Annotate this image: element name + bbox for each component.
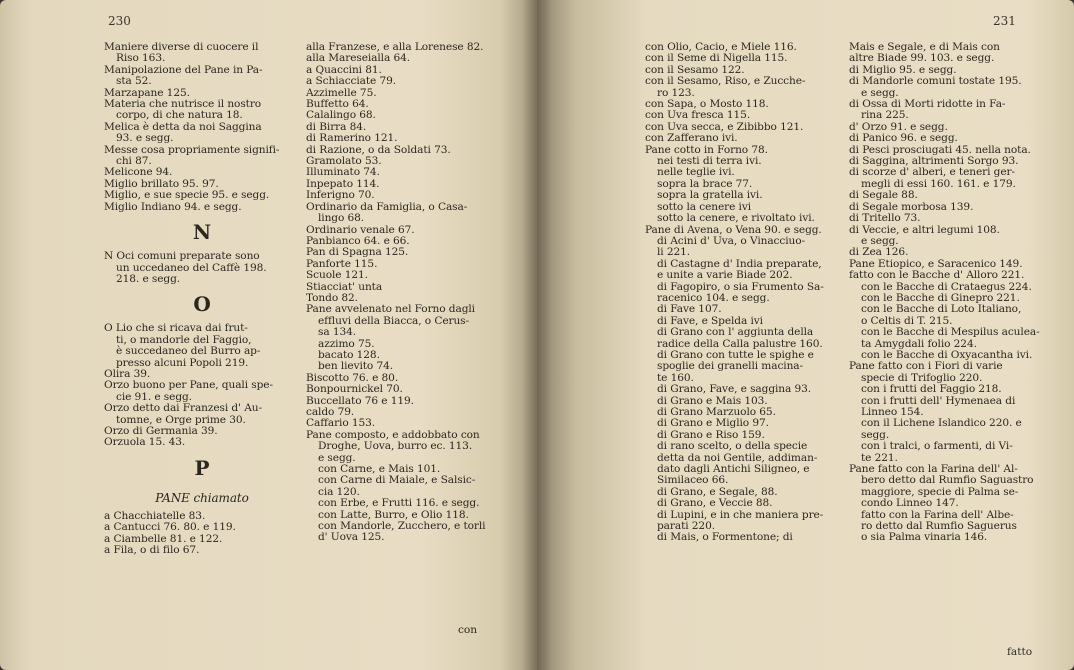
index-entry: Caffario 153. (306, 417, 376, 430)
index-entry: Miglio Indiano 94. e segg. (104, 200, 242, 213)
index-entry: segg. (861, 428, 890, 441)
index-entry: di Birra 84. (306, 120, 367, 133)
index-entry: te 160. (657, 371, 694, 384)
index-entry: di Fave 107. (657, 303, 722, 316)
index-entry: con Carne di Maiale, e Salsic- (318, 474, 476, 487)
index-entry: a Chacchiatelle 83. (104, 509, 206, 522)
index-entry: Miglio brillato 95. 97. (104, 177, 219, 190)
index-entry: di Acini d' Uva, o Vinacciuo- (657, 234, 805, 247)
left-catchword: con (458, 624, 478, 636)
index-entry: Pane cotto in Forno 78. (645, 143, 768, 156)
index-entry: N Oci comuni preparate sono (104, 250, 260, 263)
index-entry: di Tritello 73. (849, 212, 921, 225)
index-entry: Panbianco 64. e 66. (306, 234, 410, 247)
index-entry: detta da noi Gentile, addiman- (657, 451, 818, 464)
index-entry: Olira 39. (104, 367, 151, 380)
index-entry: maggiore, specie di Palma se- (861, 485, 1019, 498)
index-entry: sotto la cenere ivi (657, 200, 752, 213)
index-entry: di Grano, e Veccie 88. (657, 497, 773, 510)
index-entry: Melicone 94. (104, 166, 173, 179)
index-entry: 93. e segg. (116, 132, 174, 145)
index-entry: ta Amygdali folio 224. (861, 337, 977, 350)
index-entry: Linneo 154. (861, 406, 924, 418)
index-entry: Melica è detta da noi Saggina (104, 120, 262, 133)
index-entry: corpo, di che natura 18. (116, 109, 243, 122)
index-entry: fatto con le Bacche d' Alloro 221. (849, 269, 1025, 282)
index-entry: con i tralci, o farmenti, di Vi- (861, 440, 1013, 453)
index-entry: Pane fatto con la Farina dell' Al- (849, 463, 1018, 476)
index-entry: con le Bacche di Ginepro 221. (861, 291, 1020, 304)
index-entry: sta 52. (116, 75, 152, 88)
left-page-column-2 (306, 42, 502, 544)
index-entry: effluvi della Biacca, o Cerus- (318, 314, 470, 327)
index-entry: con le Bacche di Mespilus aculea- (861, 326, 1040, 339)
section-letter: N (192, 220, 212, 245)
index-entry: di Veccie, e altri legumi 108. (849, 223, 1000, 236)
index-entry: bacato 128. (318, 348, 380, 361)
index-entry: Orzuola 15. 43. (104, 436, 186, 449)
index-entry: Pane avvelenato nel Forno dagli (306, 303, 475, 316)
index-entry: ro detto dal Rumfio Saguerus (861, 520, 1017, 533)
left-page-number: 230 (108, 14, 131, 28)
index-entry: specie di Trifoglio 220. (861, 371, 983, 384)
index-entry: Gramolato 53. (306, 155, 382, 168)
index-entry: Ordinario da Famiglia, o Casa- (306, 200, 468, 213)
index-entry: con il Seme di Nigella 115. (645, 52, 788, 65)
index-entry: Miglio, e sue specie 95. e segg. (104, 189, 270, 202)
index-entry: di Mais, o Formentone; di (657, 531, 793, 544)
index-entry: sa 134. (318, 326, 357, 339)
index-entry: chi 87. (116, 155, 152, 168)
index-entry: di Zea 126. (849, 246, 909, 259)
index-entry: di Grano, e Segale, 88. (657, 485, 778, 498)
index-entry: Pane di Avena, o Vena 90. e segg. (645, 223, 822, 236)
right-page (537, 0, 1074, 670)
index-entry: Inpepato 114. (306, 177, 380, 190)
index-entry: di Grano e Miglio 97. (657, 417, 769, 430)
index-entry: cie 91. e segg. (116, 390, 192, 403)
index-entry: O Lio che si ricava dai frut- (104, 322, 248, 335)
index-entry: li 221. (657, 246, 691, 259)
index-entry: ben lievito 74. (318, 360, 394, 373)
index-entry: bero detto dal Rumfio Saguastro (861, 474, 1034, 487)
index-entry: con i frutti del Faggio 218. (861, 383, 1002, 396)
index-entry: megli di essi 160. 161. e 179. (861, 177, 1016, 190)
index-entry: dato dagli Antichi Siligneo, e (657, 463, 810, 476)
index-entry: di Saggina, altrimenti Sorgo 93. (849, 155, 1019, 168)
index-entry: azzimo 75. (318, 337, 375, 350)
index-entry: e unite a varie Biade 202. (657, 269, 793, 282)
index-entry: altre Biade 99. 103. e segg. (849, 52, 995, 65)
index-entry: e segg. (318, 451, 356, 464)
section-letter: O (193, 292, 211, 317)
index-entry: Buccellato 76 e 119. (306, 394, 414, 407)
index-entry: di Grano Marzuolo 65. (657, 406, 776, 418)
index-entry: Bonpournickel 70. (306, 383, 403, 396)
index-entry: fatto con la Farina dell' Albe- (861, 508, 1014, 521)
index-entry: Manipolazione del Pane in Pa- (104, 63, 263, 76)
index-entry: radice della Calla palustre 160. (657, 337, 823, 350)
index-entry: Similaceo 66. (657, 474, 729, 487)
index-entry: con il Lichene Islandico 220. e (861, 417, 1022, 430)
index-entry: con i frutti dell' Hymenaea di (861, 394, 1016, 407)
index-entry: e segg. (861, 86, 899, 99)
index-entry: cia 120. (318, 485, 360, 498)
index-entry: Riso 163. (116, 52, 166, 65)
index-entry: Pane Etiopico, e Saracenico 149. (849, 257, 1023, 270)
index-entry: nei testi di terra ivi. (657, 155, 762, 168)
index-entry: nelle teglie ivi. (657, 166, 735, 179)
index-entry: tomne, e Orge prime 30. (116, 413, 246, 426)
index-entry: a Cantucci 76. 80. e 119. (104, 521, 236, 534)
right-page-column-2 (849, 42, 1049, 544)
index-entry: sopra la brace 77. (657, 177, 753, 190)
book-gutter (522, 0, 552, 670)
index-entry: di rano scelto, o della specie (657, 440, 808, 453)
index-entry: d' Uova 125. (318, 531, 385, 544)
index-entry: con Erbe, e Frutti 116. e segg. (318, 497, 480, 510)
index-entry: sopra la gratella ivi. (657, 189, 763, 202)
index-entry: Orzo detto dai Franzesi d' Au- (104, 402, 262, 415)
index-entry: Pane composto, e addobbato con (306, 428, 480, 441)
index-entry: di Pesci prosciugati 45. nella nota. (849, 143, 1031, 156)
right-catchword: fatto (1007, 646, 1033, 658)
index-entry: di Miglio 95. e segg. (849, 63, 957, 76)
index-entry: alla Franzese, e alla Lorenese 82. (306, 41, 484, 53)
index-entry: presso alcuni Popoli 219. (116, 356, 249, 369)
index-entry: Messe cosa propriamente signifi- (104, 143, 280, 156)
index-entry: di Segale morbosa 139. (849, 200, 974, 213)
index-entry: di Fagopiro, o sia Frumento Sa- (657, 280, 824, 293)
index-entry: di Grano con l' aggiunta della (657, 326, 814, 339)
index-entry: a Ciambelle 81. e 122. (104, 532, 223, 545)
index-entry: Orzo buono per Pane, quali spe- (104, 379, 273, 392)
index-entry: a Quaccini 81. (306, 63, 382, 76)
index-entry: di Lupini, e in che maniera pre- (657, 508, 824, 521)
index-entry: con Mandorle, Zucchero, e torli (318, 520, 486, 533)
index-entry: di Grano e Mais 103. (657, 394, 768, 407)
index-entry: con il Sesamo, Riso, e Zucche- (645, 75, 806, 88)
index-entry: e segg. (861, 234, 899, 247)
index-entry: con le Bacche di Loto Italiano, (861, 303, 1022, 316)
index-entry: Biscotto 76. e 80. (306, 371, 399, 384)
index-entry: caldo 79. (306, 406, 355, 418)
index-entry: con le Bacche di Oxyacantha ivi. (861, 348, 1033, 361)
index-entry: con Uva secca, e Zibibbo 121. (645, 120, 804, 133)
index-entry: di Ramerino 121. (306, 132, 398, 145)
index-entry: ti, o mandorle del Faggio, (116, 333, 252, 346)
index-entry: ro 123. (657, 86, 695, 99)
index-entry: Panforte 115. (306, 257, 378, 270)
index-entry: con Carne, e Mais 101. (318, 463, 441, 476)
index-entry: Ordinario venale 67. (306, 223, 415, 236)
index-entry: di Segale 88. (849, 189, 918, 202)
index-entry: di Castagne d' India preparate, (657, 257, 822, 270)
index-entry: di scorze d' alberi, e teneri ger- (849, 166, 1015, 179)
index-entry: Pan di Spagna 125. (306, 246, 409, 259)
index-entry: d' Orzo 91. e segg. (849, 120, 948, 133)
index-entry: di Razione, o da Soldati 73. (306, 143, 451, 156)
index-entry: con le Bacche di Crataegus 224. (861, 280, 1032, 293)
index-entry: di Fave, e Spelda ivi (657, 314, 763, 327)
index-entry: Marzapane 125. (104, 86, 190, 99)
index-entry: Calalingo 68. (306, 109, 376, 122)
index-entry: Materia che nutrisce il nostro (104, 98, 262, 111)
index-entry: Tondo 82. (306, 291, 358, 304)
index-entry: Pane fatto con i Fiori di varie (849, 360, 1003, 373)
index-entry: Mais e Segale, e di Mais con (849, 41, 1000, 53)
index-entry: con Olio, Cacio, e Miele 116. (645, 41, 797, 53)
index-entry: o Celtis di T. 215. (861, 314, 953, 327)
index-entry: sotto la cenere, e rivoltato ivi. (657, 212, 815, 225)
index-entry: è succedaneo del Burro ap- (116, 345, 261, 358)
index-entry: lingo 68. (318, 212, 365, 225)
index-entry: con Sapa, o Mosto 118. (645, 98, 769, 111)
index-entry: Maniere diverse di cuocere il (104, 41, 259, 53)
index-entry: a Schiacciate 79. (306, 75, 397, 88)
index-entry: Buffetto 64. (306, 98, 369, 111)
index-entry: con Zafferano ivi. (645, 132, 738, 145)
index-entry: Stiacciat' unta (306, 280, 383, 293)
index-entry: di Ossa di Morti ridotte in Fa- (849, 98, 1006, 111)
index-entry: rina 225. (861, 109, 909, 122)
index-entry: Orzo di Germania 39. (104, 424, 218, 437)
index-entry: spoglie dei granelli macina- (657, 360, 803, 373)
index-entry: Scuole 121. (306, 269, 368, 282)
index-entry: Azzimelle 75. (306, 86, 377, 99)
index-entry: Droghe, Uova, burro ec. 113. (318, 440, 473, 453)
right-page-column-1 (645, 42, 843, 544)
index-entry: di Grano, Fave, e saggina 93. (657, 383, 812, 396)
index-entry: Illuminato 74. (306, 166, 380, 179)
index-entry: Inferigno 70. (306, 189, 375, 202)
index-entry: te 221. (861, 451, 898, 464)
index-entry: un uccedaneo del Caffè 198. (116, 261, 267, 274)
index-entry: di Mandorle comuni tostate 195. (849, 75, 1022, 88)
left-page-column-1 (104, 42, 300, 556)
section-letter: P (194, 455, 210, 480)
index-entry: parati 220. (657, 520, 715, 533)
index-entry: di Grano con tutte le spighe e (657, 348, 814, 361)
index-entry: con Uva fresca 115. (645, 109, 751, 122)
index-entry: 218. e segg. (116, 272, 181, 285)
index-entry: con Latte, Burro, e Olio 118. (318, 508, 469, 521)
index-entry: alla Mareseialla 64. (306, 52, 410, 65)
index-entry: condo Linneo 147. (861, 497, 959, 510)
index-entry: o sia Palma vinaria 146. (861, 531, 988, 544)
index-entry: di Panico 96. e segg. (849, 132, 958, 145)
index-entry: di Grano e Riso 159. (657, 428, 765, 441)
right-page-number: 231 (993, 14, 1016, 28)
index-entry: a Fila, o di filo 67. (104, 544, 200, 556)
index-entry: racenico 104. e segg. (657, 291, 770, 304)
index-entry: con il Sesamo 122. (645, 63, 745, 76)
section-title: PANE chiamato (155, 490, 249, 505)
